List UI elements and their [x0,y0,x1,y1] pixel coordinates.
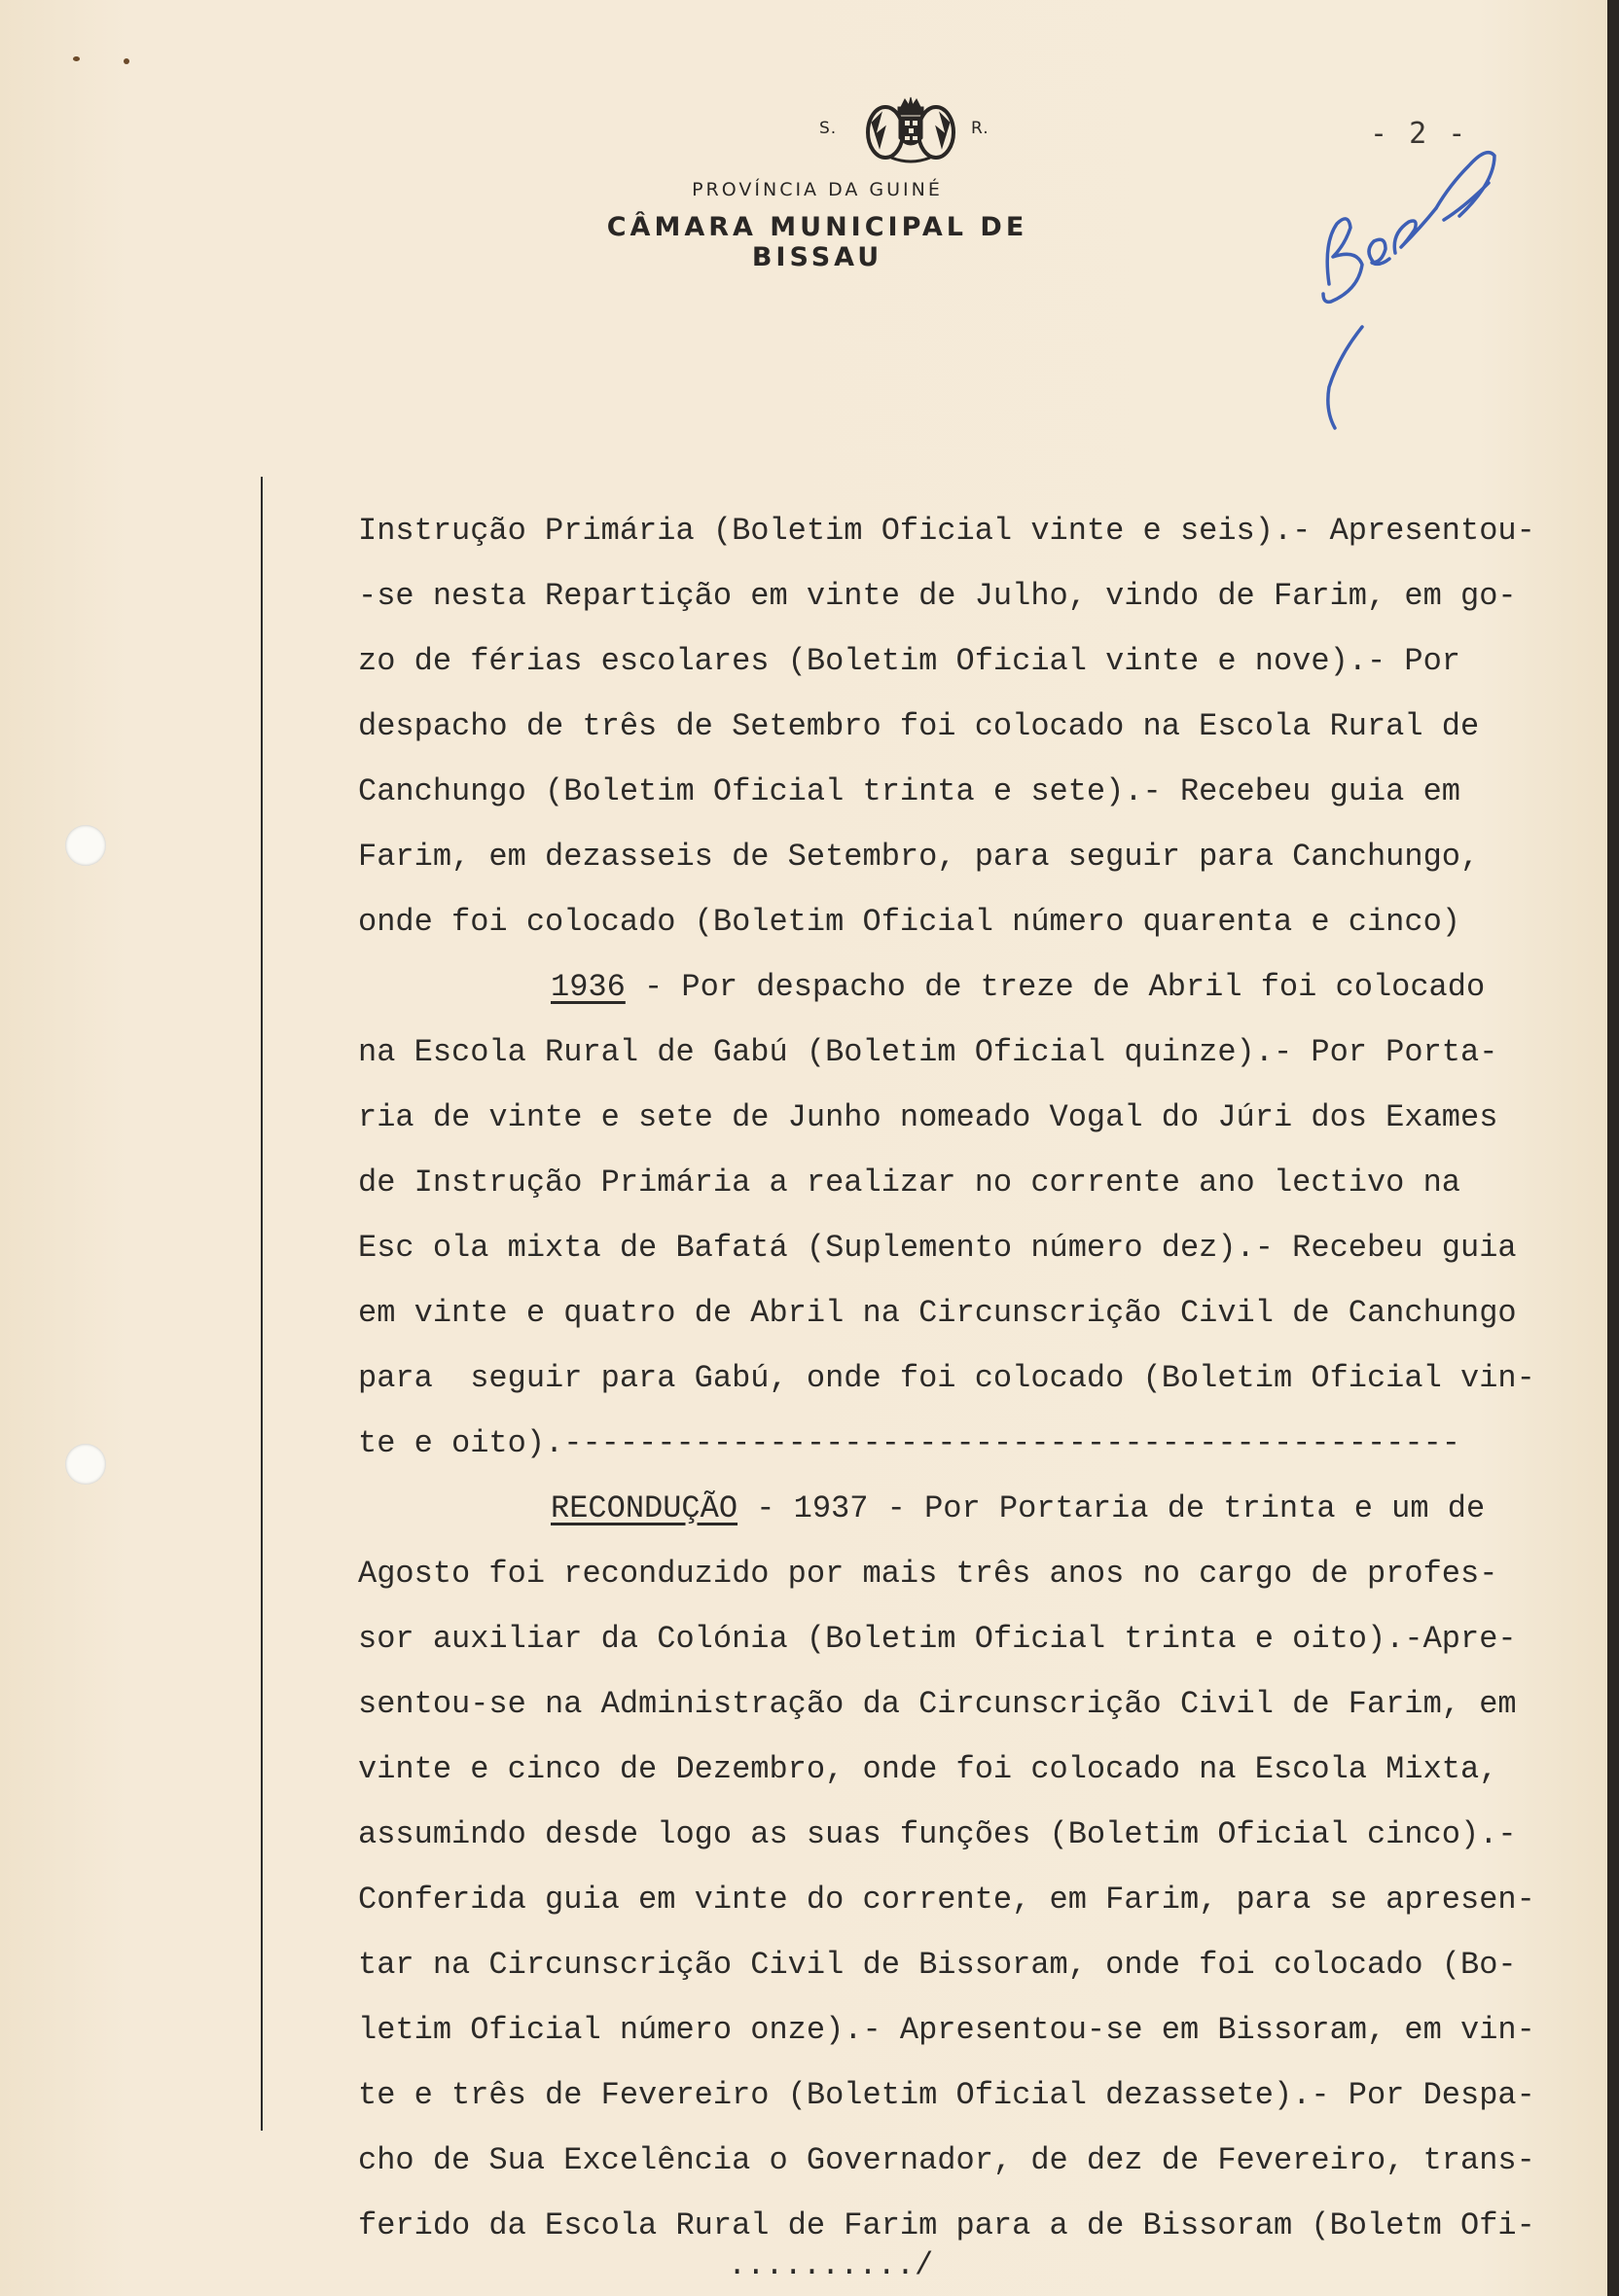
body-line: Farim, em dezasseis de Setembro, para seguir para Canchungo, [358,839,1480,875]
body-line: ria de vinte e sete de Junho nomeado Vogal do Júri dos Exames [358,1099,1498,1135]
year-1936: 1936 [551,969,626,1005]
coat-of-arms-icon [866,93,955,167]
body-line: zo de férias escolares (Boletim Oficial vinte e nove).- Por [358,643,1460,679]
body-line: onde foi colocado (Boletim Oficial número quarenta e cinco) [358,904,1460,940]
punch-hole-top [65,825,106,866]
paragraph-reconducao-rest: - 1937 - Por Portaria de trinta e um de [738,1490,1486,1526]
paragraph-1936-start [358,954,1594,1020]
body-line: despacho de três de Setembro foi colocado na Escola Rural de [358,708,1480,744]
margin-rule [261,477,263,2131]
letterhead-title: CÂMARA MUNICIPAL DE BISSAU [606,212,1028,272]
body-line: Conferida guia em vinte do corrente, em Farim, para se apresen- [358,1882,1535,1918]
scan-edge [1607,0,1619,2296]
body-line: Esc ola mixta de Bafatá (Suplemento número dez).- Recebeu guia [358,1230,1517,1266]
paragraph-1936-rest: - Por despacho de treze de Abril foi colocado [625,969,1486,1005]
body-line: ferido da Escola Rural de Farim para a de Bissoram (Boletm Ofi- [358,2207,1535,2243]
punch-hole-bottom [65,1444,106,1485]
body-line: Agosto foi reconduzido por mais três anos no cargo de profes- [358,1556,1498,1592]
reconducao-heading: RECONDUÇÃO [551,1490,738,1526]
body-line: letim Oficial número onze).- Apresentou-se em Bissoram, em vin- [358,2012,1535,2048]
letterhead-province: PROVÍNCIA DA GUINÉ [692,179,943,200]
body-line: -se nesta Repartição em vinte de Julho, vindo de Farim, em go- [358,578,1517,614]
body-line: te e oito).------------------------------------------------ [358,1425,1460,1461]
continuation-mark: ........../ [728,2247,934,2283]
body-line: vinte e cinco de Dezembro, onde foi colocado na Escola Mixta, [358,1751,1498,1787]
body-line: para seguir para Gabú, onde foi colocado (Boletim Oficial vin- [358,1360,1535,1396]
body-line: cho de Sua Excelência o Governador, de dez de Fevereiro, trans- [358,2142,1535,2178]
page-number: - 2 - [1370,117,1468,151]
paragraph-reconducao-start [358,1476,1594,1541]
body-line: sentou-se na Administração da Circunscrição Civil de Farim, em [358,1686,1517,1722]
letterhead [584,93,1051,272]
body-line: na Escola Rural de Gabú (Boletim Oficial quinze).- Por Porta- [358,1034,1498,1070]
body-line: assumindo desde logo as suas funções (Boletim Oficial cinco).- [358,1816,1517,1852]
body-line: Instrução Primária (Boletim Oficial vinte e seis).- Apresentou- [358,513,1535,549]
body-line: de Instrução Primária a realizar no corrente ano lectivo na [358,1165,1460,1201]
body-line: em vinte e quatro de Abril na Circunscrição Civil de Canchungo [358,1295,1517,1331]
letterhead-left-initial: S. [819,119,838,138]
body-line: Canchungo (Boletim Oficial trinta e sete).- Recebeu guia em [358,773,1460,809]
body-line: te e três de Fevereiro (Boletim Oficial dezassete).- Por Despa- [358,2077,1535,2113]
handwritten-signature [1294,126,1547,448]
document-body [358,498,1594,2258]
body-line: sor auxiliar da Colónia (Boletim Oficial trinta e oito).-Apre- [358,1621,1517,1657]
letterhead-right-initial: R. [971,119,989,138]
body-line: tar na Circunscrição Civil de Bissoram, onde foi colocado (Bo- [358,1947,1517,1983]
